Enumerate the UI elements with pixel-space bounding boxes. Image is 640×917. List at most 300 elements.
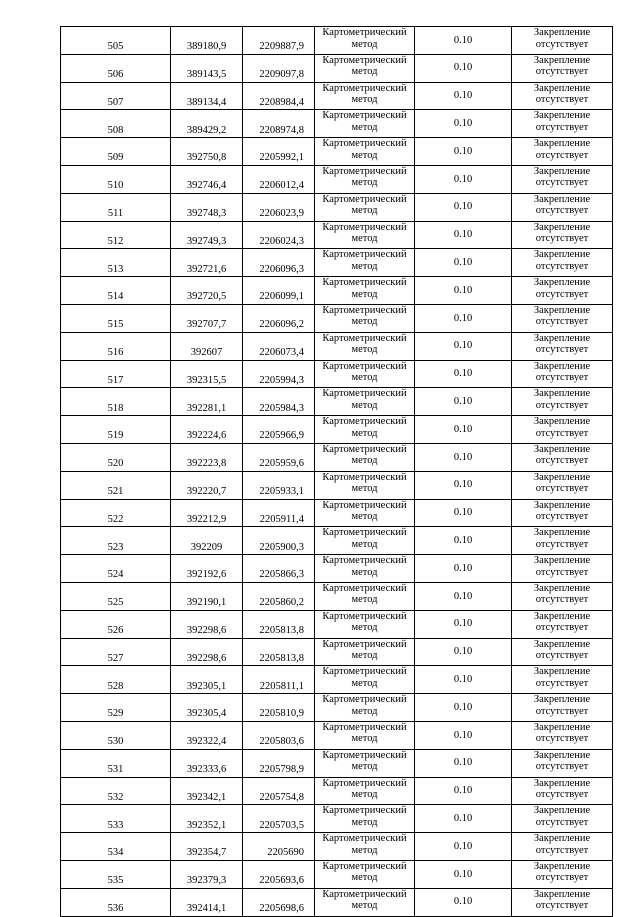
- fixation-line-2: отсутствует: [535, 66, 589, 78]
- method-line-2: метод: [351, 399, 378, 411]
- point-number: 534: [61, 833, 171, 861]
- method-line-2: метод: [351, 538, 378, 550]
- method-line-1: Картометрический: [322, 638, 407, 650]
- fixation-line-1: Закрепление: [533, 860, 591, 872]
- fixation-line-2: отсутствует: [535, 789, 589, 801]
- fixation-description: [512, 110, 613, 138]
- method-line-1: Картометрический: [322, 888, 407, 900]
- fixation-description: [512, 360, 613, 388]
- coordinate-y: 2205693,6: [243, 860, 315, 888]
- table-row: [61, 82, 613, 110]
- accuracy-value: 0.10: [415, 471, 512, 499]
- fixation-line-1: Закрепление: [533, 193, 591, 205]
- fixation-line-2: отсутствует: [535, 872, 589, 884]
- table-row: [61, 527, 613, 555]
- coordinate-y: 2205813,8: [243, 638, 315, 666]
- fixation-line-1: Закрепление: [533, 749, 591, 761]
- fixation-line-2: отсутствует: [535, 844, 589, 856]
- coordinates-table: [60, 26, 613, 917]
- table-row: [61, 777, 613, 805]
- coordinate-x: 392212,9: [171, 499, 243, 527]
- accuracy-value: 0.10: [415, 638, 512, 666]
- fixation-description: [512, 304, 613, 332]
- method-line-1: Картометрический: [322, 193, 407, 205]
- point-number: 518: [61, 388, 171, 416]
- method-line-2: метод: [351, 149, 378, 161]
- fixation-line-2: отсутствует: [535, 205, 589, 217]
- fixation-line-1: Закрепление: [533, 499, 591, 511]
- coordinate-x: 392190,1: [171, 582, 243, 610]
- table-row: [61, 860, 613, 888]
- method-line-1: Картометрический: [322, 221, 407, 233]
- table-row: [61, 582, 613, 610]
- fixation-line-2: отсутствует: [535, 149, 589, 161]
- point-number: 530: [61, 721, 171, 749]
- fixation-line-1: Закрепление: [533, 833, 591, 845]
- fixation-description: [512, 610, 613, 638]
- fixation-line-2: отсутствует: [535, 177, 589, 189]
- coordinate-x: 392192,6: [171, 555, 243, 583]
- fixation-description: [512, 749, 613, 777]
- accuracy-value: 0.10: [415, 527, 512, 555]
- point-number: 505: [61, 27, 171, 55]
- determination-method: [315, 416, 415, 444]
- coordinate-y: 2205959,6: [243, 443, 315, 471]
- accuracy-value: 0.10: [415, 582, 512, 610]
- point-number: 521: [61, 471, 171, 499]
- accuracy-value: 0.10: [415, 610, 512, 638]
- accuracy-value: 0.10: [415, 27, 512, 55]
- fixation-line-2: отсутствует: [535, 233, 589, 245]
- method-line-2: метод: [351, 872, 378, 884]
- determination-method: [315, 471, 415, 499]
- coordinate-y: 2208984,4: [243, 82, 315, 110]
- table-row: [61, 888, 613, 916]
- coordinate-x: 389134,4: [171, 82, 243, 110]
- method-line-2: метод: [351, 705, 378, 717]
- determination-method: [315, 332, 415, 360]
- fixation-line-1: Закрепление: [533, 82, 591, 94]
- point-number: 510: [61, 165, 171, 193]
- coordinate-x: 392749,3: [171, 221, 243, 249]
- fixation-line-2: отсутствует: [535, 94, 589, 106]
- point-number: 507: [61, 82, 171, 110]
- method-line-1: Картометрический: [322, 666, 407, 678]
- coordinate-x: 392305,4: [171, 694, 243, 722]
- table-row: [61, 332, 613, 360]
- accuracy-value: 0.10: [415, 332, 512, 360]
- method-line-2: метод: [351, 677, 378, 689]
- point-number: 506: [61, 54, 171, 82]
- accuracy-value: 0.10: [415, 249, 512, 277]
- fixation-line-1: Закрепление: [533, 694, 591, 706]
- fixation-line-1: Закрепление: [533, 360, 591, 372]
- accuracy-value: 0.10: [415, 54, 512, 82]
- fixation-line-2: отсутствует: [535, 900, 589, 912]
- method-line-1: Картометрический: [322, 388, 407, 400]
- determination-method: [315, 54, 415, 82]
- determination-method: [315, 499, 415, 527]
- method-line-1: Картометрический: [322, 582, 407, 594]
- fixation-description: [512, 82, 613, 110]
- coordinate-y: 2205798,9: [243, 749, 315, 777]
- point-number: 527: [61, 638, 171, 666]
- method-line-2: метод: [351, 844, 378, 856]
- table-row: [61, 165, 613, 193]
- table-row: [61, 388, 613, 416]
- accuracy-value: 0.10: [415, 694, 512, 722]
- method-line-2: метод: [351, 566, 378, 578]
- method-line-2: метод: [351, 427, 378, 439]
- determination-method: [315, 221, 415, 249]
- fixation-line-1: Закрепление: [533, 27, 591, 38]
- determination-method: [315, 860, 415, 888]
- method-line-2: метод: [351, 344, 378, 356]
- determination-method: [315, 138, 415, 166]
- fixation-line-2: отсутствует: [535, 483, 589, 495]
- coordinate-y: 2205813,8: [243, 610, 315, 638]
- coordinate-y: 2205966,9: [243, 416, 315, 444]
- point-number: 529: [61, 694, 171, 722]
- determination-method: [315, 610, 415, 638]
- point-number: 509: [61, 138, 171, 166]
- accuracy-value: 0.10: [415, 499, 512, 527]
- determination-method: [315, 388, 415, 416]
- method-line-1: Картометрический: [322, 332, 407, 344]
- fixation-line-2: отсутствует: [535, 705, 589, 717]
- method-line-1: Картометрический: [322, 277, 407, 289]
- accuracy-value: 0.10: [415, 277, 512, 305]
- method-line-2: метод: [351, 233, 378, 245]
- accuracy-value: 0.10: [415, 805, 512, 833]
- table-row: [61, 277, 613, 305]
- accuracy-value: 0.10: [415, 360, 512, 388]
- determination-method: [315, 721, 415, 749]
- fixation-line-2: отсутствует: [535, 121, 589, 133]
- table-row: [61, 638, 613, 666]
- method-line-1: Картометрический: [322, 249, 407, 261]
- coordinate-x: 392707,7: [171, 304, 243, 332]
- accuracy-value: 0.10: [415, 82, 512, 110]
- method-line-2: метод: [351, 733, 378, 745]
- table-row: [61, 193, 613, 221]
- point-number: 536: [61, 888, 171, 916]
- table-row: [61, 749, 613, 777]
- table-row: [61, 443, 613, 471]
- fixation-description: [512, 165, 613, 193]
- method-line-2: метод: [351, 483, 378, 495]
- method-line-1: Картометрический: [322, 416, 407, 428]
- fixation-line-2: отсутствует: [535, 427, 589, 439]
- table-row: [61, 666, 613, 694]
- fixation-line-2: отсутствует: [535, 288, 589, 300]
- method-line-1: Картометрический: [322, 527, 407, 539]
- accuracy-value: 0.10: [415, 110, 512, 138]
- coordinate-y: 2208974,8: [243, 110, 315, 138]
- determination-method: [315, 360, 415, 388]
- determination-method: [315, 304, 415, 332]
- accuracy-value: 0.10: [415, 138, 512, 166]
- coordinate-y: 2205803,6: [243, 721, 315, 749]
- coordinate-x: 392224,6: [171, 416, 243, 444]
- accuracy-value: 0.10: [415, 193, 512, 221]
- fixation-line-2: отсутствует: [535, 38, 589, 50]
- coordinate-x: 392607: [171, 332, 243, 360]
- coordinates-table-page: [60, 26, 612, 917]
- fixation-line-1: Закрепление: [533, 610, 591, 622]
- coordinate-y: 2205810,9: [243, 694, 315, 722]
- method-line-2: метод: [351, 66, 378, 78]
- fixation-description: [512, 443, 613, 471]
- determination-method: [315, 27, 415, 55]
- coordinate-x: 392209: [171, 527, 243, 555]
- table-row: [61, 304, 613, 332]
- coordinate-y: 2205911,4: [243, 499, 315, 527]
- table-row: [61, 360, 613, 388]
- accuracy-value: 0.10: [415, 833, 512, 861]
- fixation-line-2: отсутствует: [535, 622, 589, 634]
- accuracy-value: 0.10: [415, 721, 512, 749]
- fixation-description: [512, 527, 613, 555]
- fixation-description: [512, 54, 613, 82]
- fixation-line-2: отсутствует: [535, 538, 589, 550]
- point-number: 532: [61, 777, 171, 805]
- method-line-2: метод: [351, 511, 378, 523]
- determination-method: [315, 82, 415, 110]
- fixation-line-2: отсутствует: [535, 399, 589, 411]
- fixation-line-2: отсутствует: [535, 733, 589, 745]
- point-number: 513: [61, 249, 171, 277]
- fixation-line-1: Закрепление: [533, 638, 591, 650]
- method-line-2: метод: [351, 177, 378, 189]
- accuracy-value: 0.10: [415, 860, 512, 888]
- accuracy-value: 0.10: [415, 443, 512, 471]
- fixation-line-1: Закрепление: [533, 666, 591, 678]
- accuracy-value: 0.10: [415, 304, 512, 332]
- table-row: [61, 610, 613, 638]
- determination-method: [315, 249, 415, 277]
- table-row: [61, 27, 613, 55]
- accuracy-value: 0.10: [415, 749, 512, 777]
- fixation-line-2: отсутствует: [535, 511, 589, 523]
- coordinate-x: 392352,1: [171, 805, 243, 833]
- determination-method: [315, 527, 415, 555]
- table-row: [61, 471, 613, 499]
- table-row: [61, 694, 613, 722]
- point-number: 533: [61, 805, 171, 833]
- coordinate-y: 2206099,1: [243, 277, 315, 305]
- method-line-1: Картометрический: [322, 110, 407, 122]
- fixation-description: [512, 666, 613, 694]
- fixation-line-1: Закрепление: [533, 54, 591, 66]
- method-line-1: Картометрический: [322, 165, 407, 177]
- fixation-line-2: отсутствует: [535, 761, 589, 773]
- point-number: 531: [61, 749, 171, 777]
- fixation-line-1: Закрепление: [533, 555, 591, 567]
- coordinate-y: 2205698,6: [243, 888, 315, 916]
- table-row: [61, 416, 613, 444]
- coordinate-x: 392298,6: [171, 638, 243, 666]
- determination-method: [315, 110, 415, 138]
- point-number: 526: [61, 610, 171, 638]
- coordinate-x: 392379,3: [171, 860, 243, 888]
- fixation-description: [512, 221, 613, 249]
- table-row: [61, 110, 613, 138]
- table-row: [61, 499, 613, 527]
- fixation-line-2: отсутствует: [535, 455, 589, 467]
- method-line-2: метод: [351, 650, 378, 662]
- method-line-2: метод: [351, 900, 378, 912]
- method-line-1: Картометрический: [322, 555, 407, 567]
- coordinate-y: 2205900,3: [243, 527, 315, 555]
- coordinate-y: 2205703,5: [243, 805, 315, 833]
- fixation-description: [512, 888, 613, 916]
- coordinate-y: 2206012,4: [243, 165, 315, 193]
- coordinate-x: 392746,4: [171, 165, 243, 193]
- coordinate-y: 2205754,8: [243, 777, 315, 805]
- fixation-line-2: отсутствует: [535, 677, 589, 689]
- point-number: 535: [61, 860, 171, 888]
- point-number: 508: [61, 110, 171, 138]
- fixation-line-1: Закрепление: [533, 304, 591, 316]
- method-line-1: Картометрический: [322, 82, 407, 94]
- coordinate-x: 392220,7: [171, 471, 243, 499]
- point-number: 522: [61, 499, 171, 527]
- accuracy-value: 0.10: [415, 555, 512, 583]
- method-line-2: метод: [351, 455, 378, 467]
- coordinate-x: 392298,6: [171, 610, 243, 638]
- fixation-line-1: Закрепление: [533, 888, 591, 900]
- coordinate-x: 392721,6: [171, 249, 243, 277]
- coordinate-y: 2206024,3: [243, 221, 315, 249]
- fixation-description: [512, 805, 613, 833]
- determination-method: [315, 666, 415, 694]
- fixation-line-1: Закрепление: [533, 805, 591, 817]
- point-number: 515: [61, 304, 171, 332]
- determination-method: [315, 777, 415, 805]
- fixation-line-2: отсутствует: [535, 816, 589, 828]
- fixation-line-1: Закрепление: [533, 249, 591, 261]
- fixation-line-1: Закрепление: [533, 416, 591, 428]
- coordinate-x: 392305,1: [171, 666, 243, 694]
- coordinate-x: 392720,5: [171, 277, 243, 305]
- method-line-1: Картометрический: [322, 610, 407, 622]
- coordinate-y: 2206096,3: [243, 249, 315, 277]
- fixation-line-1: Закрепление: [533, 165, 591, 177]
- coordinate-y: 2206096,2: [243, 304, 315, 332]
- coordinate-x: 392315,5: [171, 360, 243, 388]
- coordinate-x: 392750,8: [171, 138, 243, 166]
- coordinate-x: 389143,5: [171, 54, 243, 82]
- fixation-description: [512, 499, 613, 527]
- method-line-2: метод: [351, 761, 378, 773]
- fixation-description: [512, 332, 613, 360]
- fixation-line-2: отсутствует: [535, 566, 589, 578]
- method-line-1: Картометрический: [322, 54, 407, 66]
- coordinate-x: 392333,6: [171, 749, 243, 777]
- determination-method: [315, 694, 415, 722]
- point-number: 519: [61, 416, 171, 444]
- determination-method: [315, 833, 415, 861]
- method-line-1: Картометрический: [322, 833, 407, 845]
- fixation-description: [512, 721, 613, 749]
- fixation-line-1: Закрепление: [533, 721, 591, 733]
- point-number: 520: [61, 443, 171, 471]
- method-line-2: метод: [351, 816, 378, 828]
- fixation-line-1: Закрепление: [533, 138, 591, 150]
- method-line-1: Картометрический: [322, 27, 407, 38]
- fixation-line-1: Закрепление: [533, 582, 591, 594]
- fixation-line-1: Закрепление: [533, 277, 591, 289]
- point-number: 516: [61, 332, 171, 360]
- coordinate-x: 392322,4: [171, 721, 243, 749]
- coordinate-y: 2205811,1: [243, 666, 315, 694]
- coordinate-y: 2205690: [243, 833, 315, 861]
- method-line-1: Картометрический: [322, 749, 407, 761]
- fixation-line-1: Закрепление: [533, 388, 591, 400]
- fixation-description: [512, 777, 613, 805]
- method-line-2: метод: [351, 372, 378, 384]
- method-line-1: Картометрический: [322, 777, 407, 789]
- coordinate-y: 2209097,8: [243, 54, 315, 82]
- method-line-1: Картометрический: [322, 471, 407, 483]
- fixation-description: [512, 193, 613, 221]
- fixation-description: [512, 833, 613, 861]
- fixation-line-2: отсутствует: [535, 650, 589, 662]
- accuracy-value: 0.10: [415, 777, 512, 805]
- fixation-line-1: Закрепление: [533, 527, 591, 539]
- coordinate-y: 2205866,3: [243, 555, 315, 583]
- method-line-2: метод: [351, 38, 378, 50]
- method-line-2: метод: [351, 260, 378, 272]
- determination-method: [315, 193, 415, 221]
- method-line-2: метод: [351, 594, 378, 606]
- method-line-1: Картометрический: [322, 860, 407, 872]
- fixation-line-1: Закрепление: [533, 471, 591, 483]
- coordinate-x: 392281,1: [171, 388, 243, 416]
- accuracy-value: 0.10: [415, 416, 512, 444]
- determination-method: [315, 165, 415, 193]
- fixation-line-1: Закрепление: [533, 110, 591, 122]
- coordinate-x: 389429,2: [171, 110, 243, 138]
- method-line-1: Картометрический: [322, 694, 407, 706]
- table-row: [61, 138, 613, 166]
- point-number: 525: [61, 582, 171, 610]
- fixation-line-1: Закрепление: [533, 777, 591, 789]
- fixation-line-2: отсутствует: [535, 260, 589, 272]
- fixation-line-2: отсутствует: [535, 316, 589, 328]
- table-row: [61, 833, 613, 861]
- coordinate-x: 392354,7: [171, 833, 243, 861]
- method-line-2: метод: [351, 205, 378, 217]
- table-row: [61, 249, 613, 277]
- fixation-description: [512, 416, 613, 444]
- method-line-2: метод: [351, 789, 378, 801]
- fixation-description: [512, 582, 613, 610]
- method-line-1: Картометрический: [322, 499, 407, 511]
- accuracy-value: 0.10: [415, 388, 512, 416]
- point-number: 517: [61, 360, 171, 388]
- point-number: 511: [61, 193, 171, 221]
- method-line-2: метод: [351, 316, 378, 328]
- table-row: [61, 54, 613, 82]
- fixation-description: [512, 555, 613, 583]
- fixation-line-1: Закрепление: [533, 332, 591, 344]
- determination-method: [315, 638, 415, 666]
- method-line-1: Картометрический: [322, 360, 407, 372]
- accuracy-value: 0.10: [415, 666, 512, 694]
- table-row: [61, 805, 613, 833]
